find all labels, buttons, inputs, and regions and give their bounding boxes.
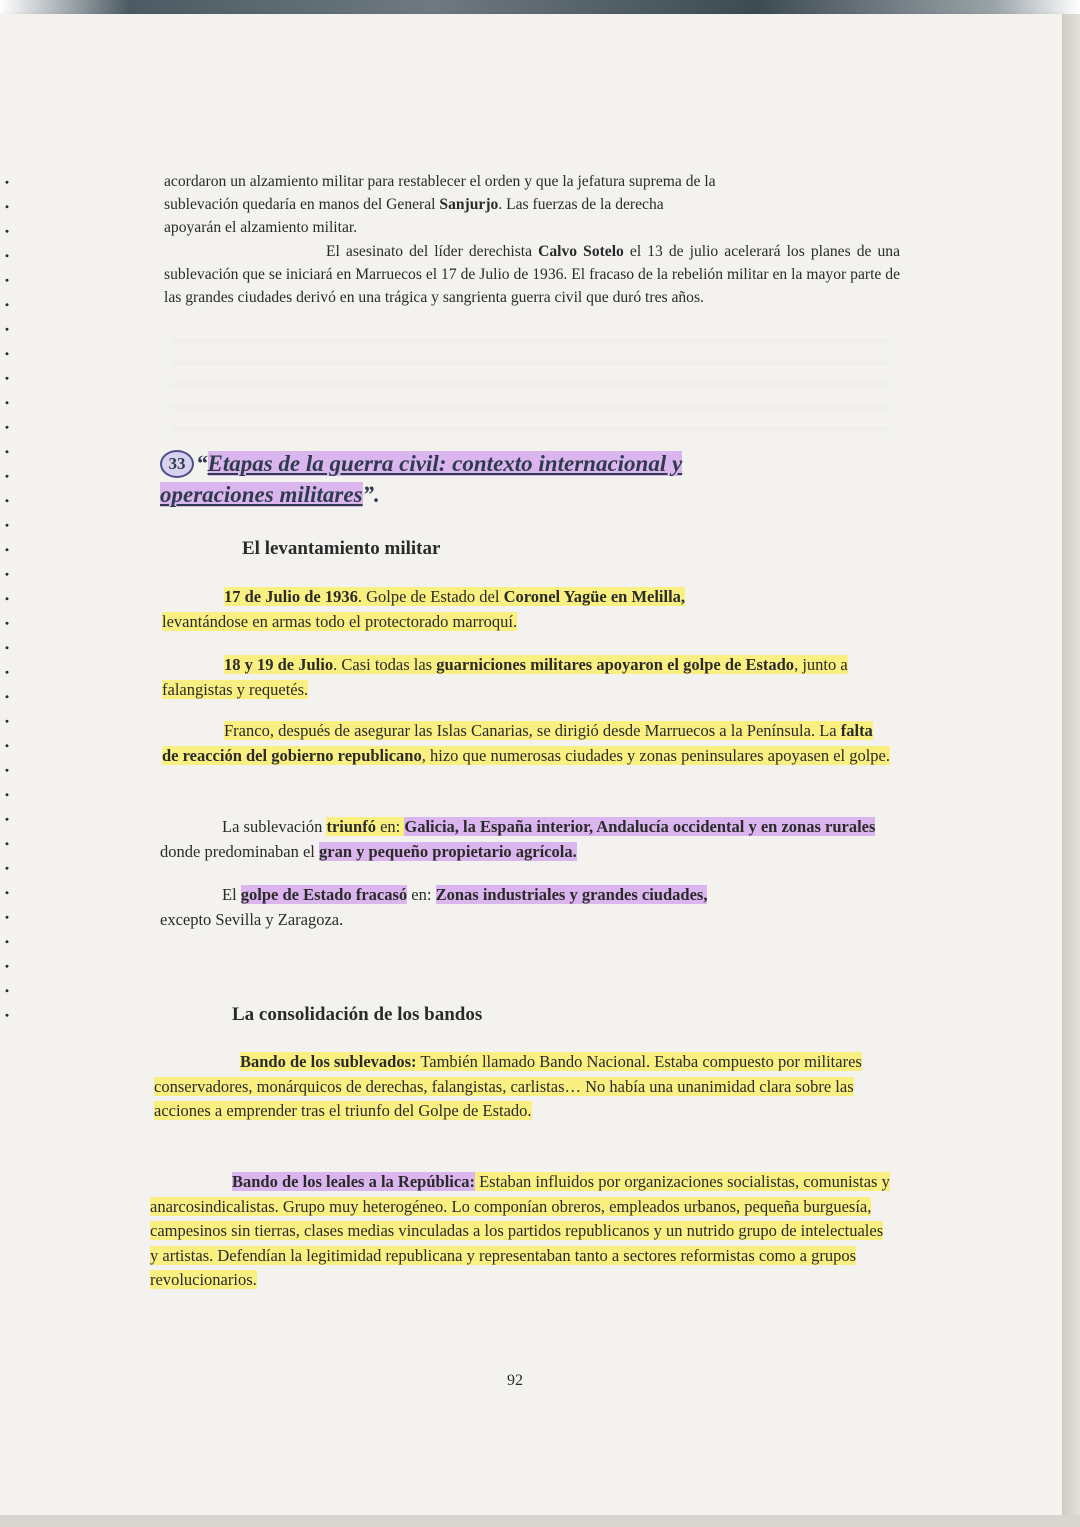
intro-paragraph-2: El asesinato del líder derechista Calvo Sotelo el 13 de julio acelerará los planes de una sublevación que se iniciará en Marruecos el 17 de Julio de 1936. El fracaso de la rebelión militar en la mayor parte de las grandes ciudades derivó en una trágica y sangrienta guerra civil que duró tres años.	[164, 242, 900, 307]
paragraph-bando-sublevados: Bando de los sublevados: También llamado Bando Nacional. Estaba compuesto por militares conservadores, monárquicos de derechas, falangistas, carlistas… No había una unanimidad clara sobre las acciones a emprender tras el triunfo del Golpe de Estado.	[154, 1052, 862, 1120]
intro-line-1: acordaron un alzamiento militar para restablecer el orden y que la jefatura suprema de la	[164, 173, 716, 190]
section-heading-levantamiento: El levantamiento militar	[242, 538, 441, 559]
page-shadow	[1062, 14, 1080, 1519]
binding-holes	[4, 170, 10, 1030]
paragraph-17-julio: 17 de Julio de 1936. Golpe de Estado del Coronel Yagüe en Melilla, levantándose en armas todo el protectorado marroquí.	[162, 587, 686, 631]
page-number: 92	[507, 1372, 523, 1389]
paragraph-bando-leales: Bando de los leales a la República: Estaban influidos por organizaciones socialistas, comunistas y anarcosindicalistas. Grupo muy heterogéneo. Lo componían obreros, empleados urbanos, pequeña burguesía, campesinos sin tierras, clases medias vinculadas a los partidos republicanos y un nutrido grupo de intelectuales y artistas. Defendían la legitimidad republicana y representaban tanto a sectores reformistas como a grupos revolucionarios.	[150, 1172, 890, 1289]
question-number: 33	[160, 450, 194, 478]
calvo-sotelo: Calvo Sotelo	[538, 242, 624, 260]
title-line-1: Etapas de la guerra civil: contexto internacional y	[207, 451, 683, 476]
paragraph-fracaso: El golpe de Estado fracasó en: Zonas industriales y grandes ciudades, excepto Sevilla y Zaragoza.	[160, 885, 708, 929]
paragraph-triunfo: La sublevación triunfó en: Galicia, la España interior, Andalucía occidental y en zonas rurales donde predominaban el gran y pequeño propietario agrícola.	[160, 817, 876, 861]
section-heading-bandos: La consolidación de los bandos	[232, 1004, 483, 1025]
page-bottom-edge	[0, 1515, 1080, 1527]
sanjurjo: Sanjurjo	[439, 196, 499, 214]
intro-paragraph: acordaron un alzamiento militar para restablecer el orden y que la jefatura suprema de la sublevación quedaría en manos del General Sanjurjo. Las fuerzas de la derecha apoyarán el alzamiento militar. El asesinato del líder derechista Calvo Sotelo el 13 de julio acelerará los planes de una sublevación que se iniciará en Marruecos el 17 de Julio de 1936. El fracaso de la rebelión militar en la mayor parte de las grandes ciudades derivó en una trágica y sangrienta guerra civil que duró tres años.	[164, 170, 900, 309]
page-title: 33 “Etapas de la guerra civil: contexto internacional y operaciones militares”.	[160, 451, 683, 507]
show-through-smudge	[170, 340, 890, 430]
title-line-2: operaciones militares	[160, 482, 363, 507]
paragraph-18-19-julio: 18 y 19 de Julio. Casi todas las guarniciones militares apoyaron el golpe de Estado, junto a falangistas y requetés.	[162, 655, 848, 699]
paragraph-franco: Franco, después de asegurar las Islas Canarias, se dirigió desde Marruecos a la Península. La falta de reacción del gobierno republicano, hizo que numerosas ciudades y zonas peninsulares apoyasen el golpe.	[162, 721, 891, 765]
